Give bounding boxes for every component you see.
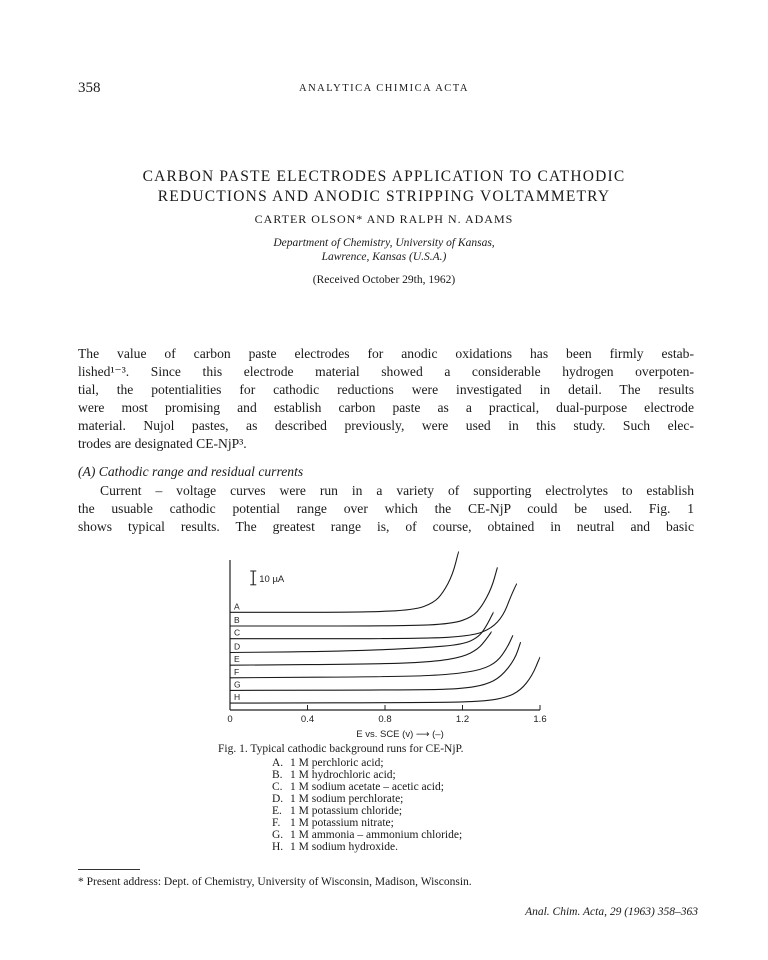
x-tick-label: 1.2 xyxy=(455,714,470,725)
legend-entry-b xyxy=(272,769,396,781)
legend-text: 1 M sodium acetate – acetic acid; xyxy=(290,781,444,793)
footnote-divider xyxy=(78,869,140,870)
legend-entry-g xyxy=(272,829,462,841)
legend-text: 1 M sodium perchlorate; xyxy=(290,793,404,805)
intro-line: The value of carbon paste electrodes for anodic oxidations has been firmly estab- xyxy=(78,346,694,361)
article-title-line-1: CARBON PASTE ELECTRODES APPLICATION TO CATHODIC xyxy=(142,168,626,185)
x-tick-label: 0.4 xyxy=(300,714,315,725)
x-axis-label: E vs. SCE (v) ⟶ (–) xyxy=(356,729,444,740)
journal-citation: Anal. Chim. Acta, 29 (1963) 358–363 xyxy=(525,906,698,918)
legend-text: 1 M sodium hydroxide. xyxy=(290,841,398,853)
curve-d xyxy=(230,612,494,652)
legend-letter: G. xyxy=(272,829,284,841)
plot-area xyxy=(227,551,546,740)
legend-letter: E. xyxy=(272,805,282,817)
affiliation-line-2: Lawrence, Kansas (U.S.A.) xyxy=(321,251,447,263)
curve-label-f: F xyxy=(234,666,240,677)
figure-caption: Fig. 1. Typical cathodic background runs for CE-NjP. xyxy=(218,743,464,755)
legend-entry-d xyxy=(272,793,403,805)
article-title-line-2: REDUCTIONS AND ANODIC STRIPPING VOLTAMMETRY xyxy=(157,188,611,205)
authors: CARTER OLSON* AND RALPH N. ADAMS xyxy=(254,212,514,226)
curve-label-a: A xyxy=(234,601,240,612)
section-heading: (A) Cathodic range and residual currents xyxy=(78,464,304,479)
legend-entry-a xyxy=(272,757,384,769)
legend-letter: F. xyxy=(272,817,281,829)
intro-line: tial, the potentialities for cathodic reductions were investigated in detail. The results xyxy=(78,382,694,397)
section-line: the usuable cathodic potential range over which the CE-NjP could be used. Fig. 1 xyxy=(78,501,694,516)
intro-line: trodes are designated CE-NjP³. xyxy=(78,436,247,451)
legend-entry-c xyxy=(272,781,444,793)
curve-label-c: C xyxy=(234,627,241,638)
footnote: * Present address: Dept. of Chemistry, University of Wisconsin, Madison, Wisconsin. xyxy=(78,876,472,888)
legend-entry-h xyxy=(272,841,398,853)
legend-letter: C. xyxy=(272,781,283,793)
journal-header: ANALYTICA CHIMICA ACTA xyxy=(299,83,469,94)
x-tick-label: 1.6 xyxy=(533,714,547,725)
curve-label-g: G xyxy=(234,679,241,690)
affiliation xyxy=(0,236,768,264)
curve-c xyxy=(230,584,517,639)
legend-letter: B. xyxy=(272,769,283,781)
legend-text: 1 M ammonia – ammonium chloride; xyxy=(290,829,463,841)
affiliation-line-1: Department of Chemistry, University of Kansas, xyxy=(273,237,495,249)
intro-line: lished¹⁻³. Since this electrode material showed a considerable hydrogen overpoten- xyxy=(78,364,694,379)
legend-entry-f xyxy=(272,817,394,829)
curve-label-d: D xyxy=(234,641,241,652)
received-date: (Received October 29th, 1962) xyxy=(312,274,456,286)
legend-letter: A. xyxy=(272,757,284,769)
legend-text: 1 M perchloric acid; xyxy=(290,757,384,769)
legend-text: 1 M hydrochloric acid; xyxy=(290,769,396,781)
section-line: Current – voltage curves were run in a variety of supporting electrolytes to establish xyxy=(100,483,694,498)
figure-1-chart xyxy=(200,545,600,740)
page-number: 358 xyxy=(78,80,101,96)
curve-label-h: H xyxy=(234,692,241,703)
curve-label-e: E xyxy=(234,654,240,665)
curve-label-b: B xyxy=(234,615,240,626)
scale-bar-label: 10 µA xyxy=(259,574,285,585)
curve-f xyxy=(230,635,513,678)
legend-text: 1 M potassium nitrate; xyxy=(290,817,394,829)
legend-entry-e xyxy=(272,805,402,817)
legend-letter: D. xyxy=(272,793,284,805)
x-tick-label: 0.8 xyxy=(378,714,392,725)
legend-letter: H. xyxy=(272,841,284,853)
intro-line: material. Nujol pastes, as described previously, were used in this study. Such elec- xyxy=(78,418,694,433)
section-line: shows typical results. The greatest range is, of course, obtained in neutral and basic xyxy=(78,519,694,534)
x-tick-label: 0 xyxy=(227,714,233,725)
intro-line: were most promising and establish carbon paste as a practical, dual-purpose electrode xyxy=(78,400,694,415)
legend-text: 1 M potassium chloride; xyxy=(290,805,403,817)
